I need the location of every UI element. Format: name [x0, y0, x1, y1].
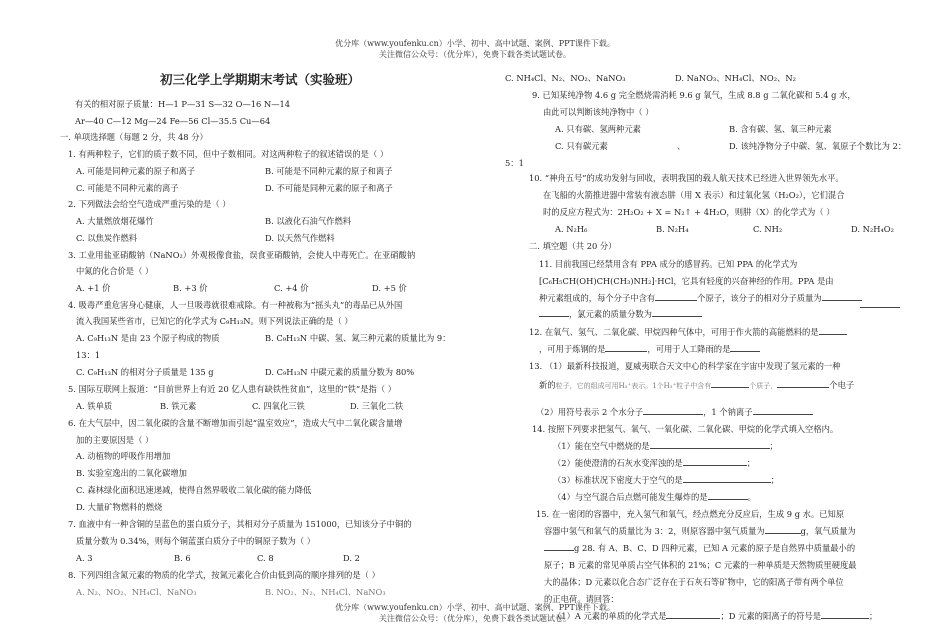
q12-line-1-text: 12. 在氧气、氢气、二氧化碳、甲烷四种气体中，可用于作火箭的高能燃料的是 [529, 327, 819, 337]
q10-stem-3: 时的反应方程式为：2H₂O₂ + X = N₂↑ + 4H₂O，则肼（X）的化学式为（ ） [543, 207, 835, 217]
section1-heading: 一. 单项选择题（每题 2 分，共 48 分） [60, 132, 208, 142]
q7-option-b[interactable]: B. 6 [174, 553, 191, 563]
section2-heading: 二. 填空题（共 20 分） [529, 241, 617, 251]
q11-line-3 [539, 290, 862, 307]
q3-option-a[interactable]: A. +1 价 [76, 283, 111, 293]
q6-option-a[interactable]: A. 动植物的呼吸作用增加 [76, 451, 171, 461]
q2-option-c[interactable]: C. 以焦炭作燃料 [76, 233, 138, 243]
q11-line-2: [C₆H₅CH(OH)CH(CH₃)NH₂]·HCl，它具有轻度的兴奋神经的作用。PPA 是由 [539, 276, 834, 286]
page-header [0, 38, 950, 60]
q10-option-b[interactable]: B. N₂H₄ [656, 224, 689, 234]
q7-option-a[interactable]: A. 3 [76, 553, 93, 563]
q9-comma: 、 [677, 141, 686, 151]
q10-option-d[interactable]: D. N₂H₄O₂ [851, 224, 894, 234]
q3-stem-2: 中氮的化合价是（ ） [76, 266, 154, 276]
q4-option-b[interactable]: B. C₉H₁₃N 中碳、氢、氮三种元素的质量比为 9： [265, 333, 451, 343]
q8-option-b[interactable]: B. NO₂、N₂、NH₄Cl、NaNO₃ [265, 587, 386, 597]
q9-option-d-cont: 5：1 [505, 158, 524, 168]
q11-line-4-text: ，氯元素的质量分数为 [569, 309, 652, 319]
q11-blank-5[interactable] [652, 307, 702, 317]
q14-blank-2[interactable] [683, 456, 747, 466]
q15-line-2-text: 容器中氢气和氧气的质量比为 3：2，则原容器中氢气质量为 [544, 526, 765, 536]
q13-line-3-text: （2）用符号表示 2 个水分子 [536, 407, 644, 417]
q4-option-b-cont: 13：1 [76, 350, 101, 360]
q13-blank-3[interactable] [643, 405, 703, 415]
q15-line-1: 15. 在一密闭的容器中，充入氢气和氧气，经点燃充分反应后，生成 9 g 水。已知原 [536, 509, 845, 519]
q9-option-b[interactable]: B. 含有碳、氢、氧三种元素 [729, 124, 832, 134]
q3-option-b[interactable]: B. +3 价 [173, 283, 208, 293]
q8-option-a[interactable]: A. N₂、NO₂、NH₄Cl、NaNO₃ [76, 587, 197, 597]
q15-line-7-text: （1）A 元素的单质的化学式是 [553, 611, 667, 621]
q7-option-c[interactable]: C. 8 [257, 553, 274, 563]
q13-line-2-gray2: 个质子， [749, 382, 778, 390]
q4-option-a[interactable]: A. C₉H₁₃N 是由 23 个原子构成的物质 [76, 333, 220, 343]
q14-item-3: （3）标准状况下密度大于空气的是 ； [553, 475, 780, 485]
q15-blank-2[interactable] [544, 541, 574, 551]
q6-option-b[interactable]: B. 实验室逸出的二氧化碳增加 [76, 468, 187, 478]
q1-option-a[interactable]: A. 可能是同种元素的原子和离子 [76, 166, 196, 176]
q14-item-4: （4）与空气混合后点燃可能发生爆炸的是 。 [553, 492, 756, 502]
header-line-2: 关注微信公众号：（优分库），免费下载各类试题试卷。 [379, 50, 571, 59]
q11-blank-3[interactable] [822, 291, 862, 301]
q6-stem-1: 6. 在大气层中，因二氧化碳的含量不断增加而引起“温室效应”，造成大气中二氧化碳含量增 [68, 418, 403, 428]
q2-stem: 2. 下列做法会给空气造成严重污染的是（ ） [68, 199, 231, 209]
q10-stem-1: 10. “神舟五号”的成功发射与回收，表明我国的载人航天技术已经进入世界领先水平。 [529, 173, 844, 183]
q7-stem-2: 质量分数为 0.34%，则每个铜蓝蛋白质分子中的铜原子数为（ ） [76, 536, 316, 546]
q3-option-c[interactable]: C. +4 价 [274, 283, 309, 293]
q4-option-c[interactable]: C. C₉H₁₃N 的相对分子质量是 135 g [76, 367, 214, 377]
q10-stem-2: 在飞船的火箭推进器中常装有液态肼（用 X 表示）和过氧化氢（H₂O₂），它们混合 [543, 190, 845, 200]
q13-blank-1[interactable] [711, 378, 749, 388]
q15-line-2b-text: g，氧气质量为 [800, 526, 856, 536]
q14-item-2: （2）能使澄清的石灰水变浑浊的是 ； [553, 458, 756, 468]
footer-line-1: 优分库（www.youfenku.cn）小学、初中、高中试题、案例、PPT课件下载。 [335, 603, 615, 612]
header-line-1: 优分库（www.youfenku.cn）小学、初中、高中试题、案例、PPT课件下载。 [335, 39, 615, 48]
q13-blank-4[interactable] [753, 405, 813, 415]
q5-option-b[interactable]: B. 铁元素 [160, 401, 197, 411]
q4-option-d[interactable]: D. C₉H₁₃N 中碳元素的质量分数为 80% [265, 367, 415, 377]
q15-blank-1[interactable] [765, 524, 801, 534]
q12-line-1 [529, 324, 847, 341]
q13-line-2-text: 新的 [539, 380, 556, 390]
q15-line-7b-text: ；D 元素的阳离子的符号是 [720, 611, 822, 621]
q13-line-2-gray: 粒子，它的组成可用H₃⁺表示。1个H₃⁺粒子中含有 [555, 382, 712, 390]
q7-option-d[interactable]: D. 2 [343, 553, 360, 563]
q11-blank-4[interactable] [539, 307, 569, 317]
q11-line-3b-text: 个原子，该分子的相对分子质量为 [697, 293, 822, 303]
q13-line-3 [536, 404, 813, 421]
q2-option-b[interactable]: B. 以液化石油气作燃料 [265, 216, 352, 226]
page-footer [0, 602, 950, 624]
q13-line-1: 13. （1）最新科技报道，夏威夷联合天文中心的科学家在宇宙中发现了氢元素的一种 [529, 361, 841, 371]
q14-blank-1[interactable] [650, 439, 770, 449]
q9-stem-1: 9. 已知某纯净物 4.6 g 完全燃烧需消耗 9.6 g 氧气，生成 8.8 g 二氧化碳和 5.4 g 水， [532, 90, 856, 100]
footer-line-2: 关注微信公众号：（优分库），免费下载各类试题试卷。 [379, 614, 571, 623]
q14-item-4-text: （4）与空气混合后点燃可能发生爆炸的是 [553, 492, 708, 502]
q2-option-d[interactable]: D. 以天然气作燃料 [265, 233, 335, 243]
q15-line-4: 原子；B 元素的常见单质占空气体积的 21%；C 元素的一种单质是天然物质里硬度最 [544, 560, 857, 570]
q15-line-3 [544, 540, 855, 557]
q11-line-4 [539, 306, 702, 323]
q8-option-c[interactable]: C. NH₄Cl、N₂、NO₂、NaNO₃ [505, 73, 626, 83]
q11-blank-2[interactable] [655, 291, 697, 301]
q14-item-1: （1）能在空气中燃烧的是 ； [553, 441, 778, 451]
q12-line-2-text: ，可用于炼钢的是 [539, 344, 606, 354]
q13-line-3b-text: ，1 个钠离子 [703, 407, 753, 417]
q9-option-c[interactable]: C. 只有碳元素 [555, 141, 608, 151]
q1-option-d[interactable]: D. 不可能是同种元素的原子和离子 [265, 183, 393, 193]
q9-option-a[interactable]: A. 只有碳、氢两种元素 [555, 124, 641, 134]
q6-option-c[interactable]: C. 森林绿化面积迅速递减，使得自然界吸收二氧化碳的能力降低 [76, 485, 312, 495]
q2-option-a[interactable]: A. 大量燃放烟花爆竹 [76, 216, 154, 226]
q15-line-3-text: g 28. 有 A、B、C、D 四种元素，已知 A 元素的原子是自然界中质量最小的 [574, 543, 856, 553]
q12-blank-2[interactable] [605, 342, 647, 352]
q14-blank-4[interactable] [708, 490, 748, 500]
q13-blank-2[interactable] [777, 378, 829, 388]
q12-blank-3[interactable] [730, 342, 760, 352]
q10-option-c[interactable]: C. NH₂ [753, 224, 783, 234]
q11-line-1: 11. 目前我国已经禁用含有 PPA 成分的感冒药。已知 PPA 的化学式为 [539, 259, 798, 269]
q15-line-6: 的正电荷。请回答： [544, 594, 619, 604]
q15-line-2 [544, 523, 856, 540]
q6-option-d[interactable]: D. 大量矿物燃料的燃烧 [76, 502, 163, 512]
q12-line-2 [539, 341, 760, 358]
q6-stem-2: 加的主要原因是（ ） [76, 435, 154, 445]
q15-line-7: （1）A 元素的单质的化学式是 ；D 元素的阳离子的符号是 ； [553, 611, 878, 621]
q3-stem-1: 3. 工业用盐亚硝酸钠（NaNO₂）外观极像食盐，误食亚硝酸钠，会使人中毒死亡。在亚硝酸钠 [68, 250, 416, 260]
atomic-mass-line-2: Ar—40 C—12 Mg—24 Fe—56 Cl—35.5 Cu—64 [75, 116, 271, 126]
atomic-mass-line-1: 有关的相对原子质量：H—1 P—31 S—32 O—16 N—14 [75, 99, 291, 109]
q9-option-d[interactable]: D. 该纯净物分子中碳、氢、氧原子个数比为 2： [729, 141, 907, 151]
q12-line-2b-text: ，可用于人工降雨的是 [647, 344, 731, 354]
q4-stem-2: 流入我国某些省市，已知它的化学式为 C₉H₁₃N。则下列说法正确的是（ ） [76, 316, 353, 326]
q14-line-1: 14. 按照下列要求把氢气、氧气、一氧化碳、二氧化碳、甲烷的化学式填入空格内。 [532, 424, 839, 434]
q10-option-a[interactable]: A. N₂H₆ [555, 224, 588, 234]
q15-line-5: 大的晶体；D 元素以化合态广泛存在于石灰石等矿物中，它的阳离子带有两个单位 [544, 577, 844, 587]
q13-line-2c-text: 个电子 [829, 380, 855, 390]
q14-item-3-text: （3）标准状况下密度大于空气的是 [553, 475, 683, 485]
q5-stem: 5. 国际互联网上报道：“目前世界上有近 20 亿人患有缺铁性贫血”，这里的“铁”是指（ ） [68, 384, 397, 394]
q5-option-d[interactable]: D. 三氧化二铁 [350, 401, 404, 411]
exam-title: 初三化学上学期期末考试（实验班） [160, 72, 361, 87]
q1-stem: 1. 有两种粒子，它们的质子数不同，但中子数相同。对这两种粒子的叙述错误的是（ ） [68, 149, 389, 159]
q1-option-c[interactable]: C. 可能是不同种元素的离子 [76, 183, 179, 193]
q9-stem-2: 由此可以判断该纯净物中（ ） [543, 107, 654, 117]
q1-option-b[interactable]: B. 可能是不同种元素的原子和离子 [265, 166, 393, 176]
q7-stem-1: 7. 血液中有一种含铜的呈蓝色的蛋白质分子，其相对分子质量为 151000，已知该分子中铜的 [68, 519, 412, 529]
q11-blank-1[interactable] [860, 297, 900, 314]
q8-option-d[interactable]: D. NaNO₃、NH₄Cl、NO₂、N₂ [675, 73, 796, 83]
q12-blank-1[interactable] [819, 325, 847, 335]
q11-line-3-text: 种元素组成的，每个分子中含有 [539, 293, 656, 303]
q8-stem: 8. 下列四组含氮元素的物质的化学式，按氮元素化合价由低到高的顺序排列的是（ ） [68, 570, 380, 580]
q14-item-1-text: （1）能在空气中燃烧的是 [553, 441, 650, 451]
q13-line-2 [539, 377, 854, 395]
q14-blank-3[interactable] [683, 473, 771, 483]
q3-option-d[interactable]: D. +5 价 [372, 283, 407, 293]
q4-stem-1: 4. 吸毒严重危害身心健康，人一旦吸毒就很难戒除。有一种被称为“摇头丸”的毒品已从外国 [68, 300, 403, 310]
q14-item-2-text: （2）能使澄清的石灰水变浑浊的是 [553, 458, 683, 468]
q5-option-a[interactable]: A. 铁单质 [76, 401, 113, 411]
q5-option-c[interactable]: C. 四氧化三铁 [252, 401, 305, 411]
